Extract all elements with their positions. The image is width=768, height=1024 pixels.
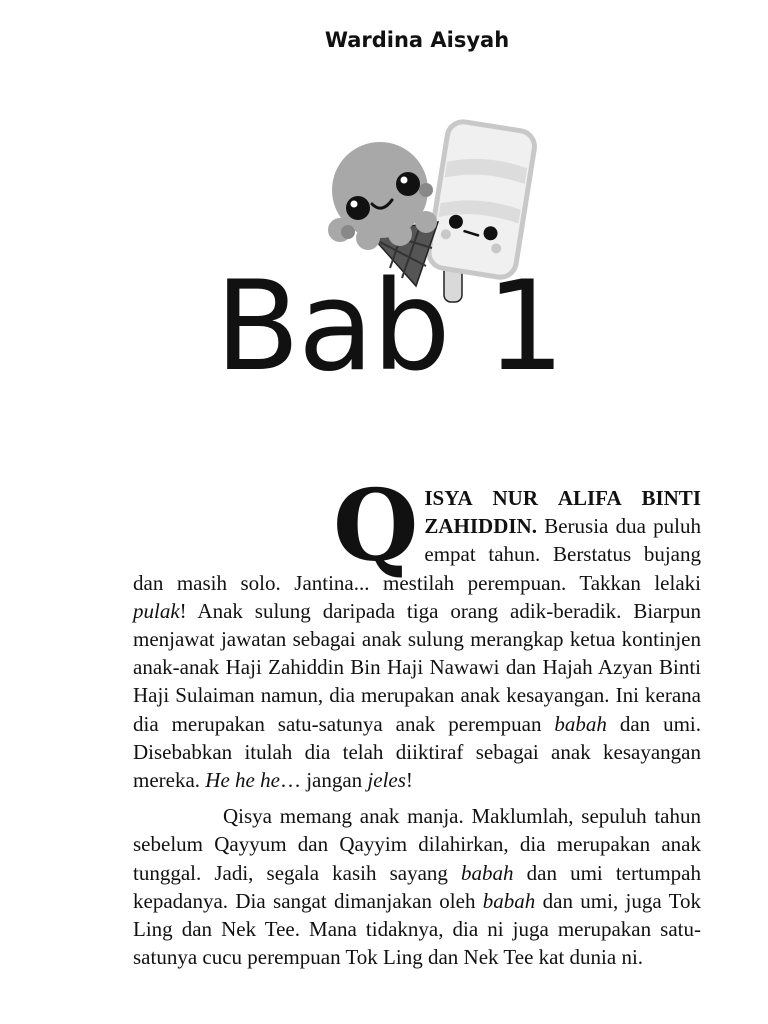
italic-run: pulak: [133, 598, 180, 623]
italic-run: He he he: [205, 768, 280, 793]
italic-run: jeles: [367, 768, 406, 793]
italic-run: babah: [482, 888, 536, 913]
lead-name: ISYA NUR ALIFA BINTI ZAHIDDIN.: [424, 486, 701, 539]
text-run: Qisya memang anak manja. Maklumlah, sepuluh tahun sebelum Qayyum dan Qayyim dilahirkan, dia merupakan anak tunggal. Jadi, segala kasih sayang: [133, 804, 701, 885]
italic-run: babah: [461, 860, 514, 885]
text-run: Berusia dua puluh empat tahun. Berstatus bujang dan masih solo. Jantina... mestilah perempuan. Takkan lelaki: [133, 514, 701, 595]
chapter-body: [133, 469, 702, 971]
author-name: Wardina Aisyah: [324, 28, 510, 52]
paragraph-2: [133, 802, 701, 971]
text-run: !: [405, 768, 413, 793]
text-run: … jangan: [279, 768, 368, 793]
paragraph-1: [133, 469, 701, 794]
italic-run: babah: [554, 711, 607, 736]
text-run: dan umi tertumpah kepadanya. Dia sangat dimanjakan oleh: [133, 860, 701, 913]
drop-cap: Q: [333, 469, 419, 584]
text-run: ! Anak sulung daripada tiga orang adik-beradik. Biarpun menjawat jawatan sebagai anak sulung merangkap ketua kontinjen anak-anak Haji Zahiddin Bin Haji Nawawi dan Hajah Azyan Binti Haji Sulaiman namun, dia merupakan anak kesayangan. Ini kerana dia merupakan satu-satunya anak perempuan: [133, 598, 701, 736]
chapter-title: Bab 1: [214, 255, 564, 399]
text-run: dan umi. Disebabkan itulah dia telah diiktiraf sebagai anak kesayangan mereka.: [133, 711, 701, 793]
text-run: dan umi, juga Tok Ling dan Nek Tee. Mana tidaknya, dia ni juga merupakan satu-satunya cucu perempuan Tok Ling dan Nek Tee kat dunia ni.: [133, 888, 702, 970]
